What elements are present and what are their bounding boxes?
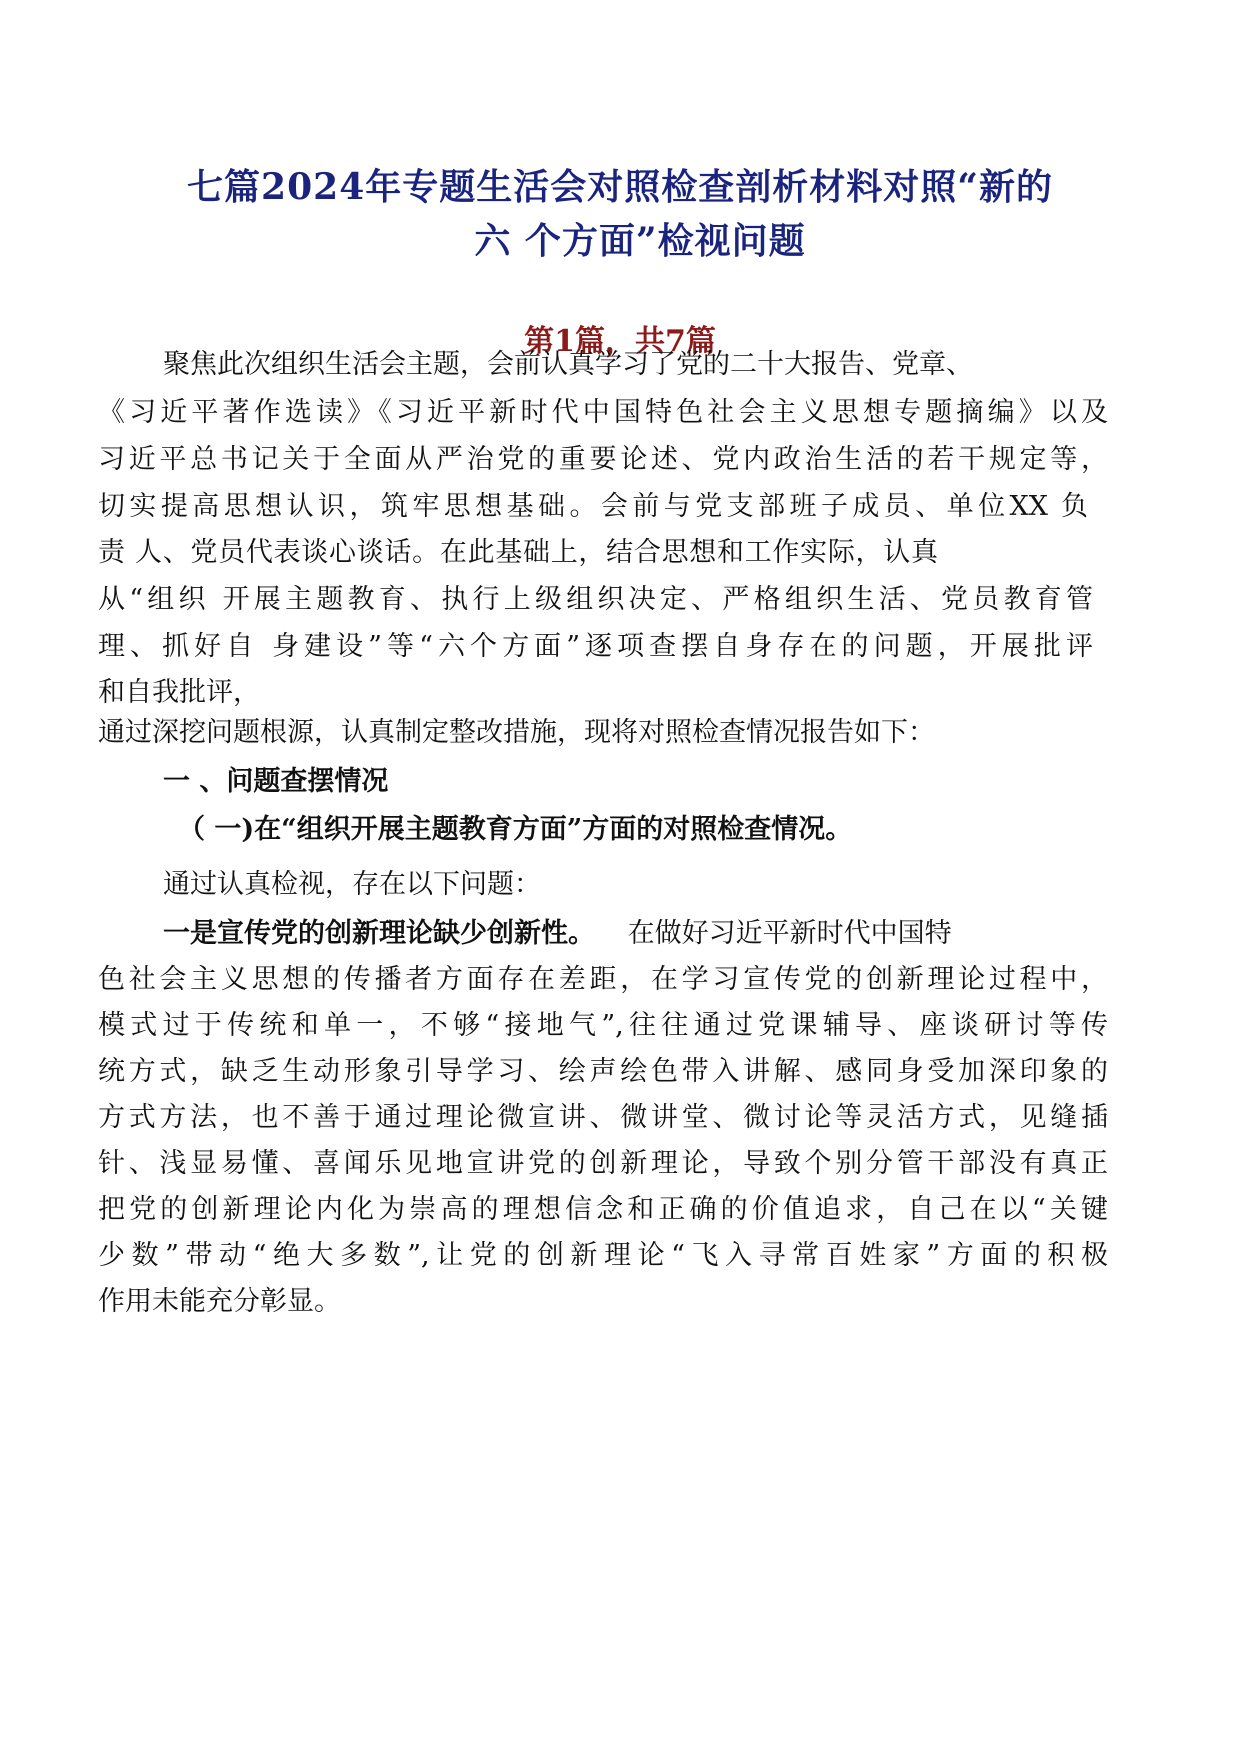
intro-line: 理、抓好自 身建设”等“六个方面”逐项查摆自身存在的问题，开展批评	[98, 631, 1093, 662]
point-1-line: 作用未能充分彰显。	[98, 1286, 341, 1317]
part-subtitle: 第1篇，共7篇	[524, 324, 716, 359]
point-1-lead: 一是宣传党的创新理论缺少创新性。	[163, 918, 595, 949]
intro-line: 切实提高思想认识，筑牢思想基础。会前与党支部班子成员、单位XX 负	[98, 491, 1088, 522]
intro-line: 习近平总书记关于全面从严治党的重要论述、党内政治生活的若干规定等，	[98, 444, 1108, 475]
intro-line: 从“组织 开展主题教育、执行上级组织决定、严格组织生活、党员教育管	[98, 584, 1093, 615]
intro-line: 《习近平著作选读》《习近平新时代中国特色社会主义思想专题摘编》以及	[98, 397, 1108, 428]
intro-line: 责 人、党员代表谈心谈话。在此基础上，结合思想和工作实际，认真	[98, 537, 938, 568]
point-1-line: 把党的创新理论内化为崇高的理想信念和正确的价值追求，自己在以“关键	[98, 1194, 1108, 1225]
point-1-line: 模式过于传统和单一，不够“接地气”,往往通过党课辅导、座谈研讨等传	[98, 1010, 1108, 1041]
document-title	[100, 160, 1140, 268]
title-line-2: 六 个方面”检视问题	[474, 220, 806, 262]
point-1-line: 统方式，缺乏生动形象引导学习、绘声绘色带入讲解、感同身受加深印象的	[98, 1056, 1108, 1087]
title-line-1: 七篇2024年专题生活会对照检查剖析材料对照“新的	[187, 166, 1053, 208]
point-1-text: 在做好习近平新时代中国特	[627, 918, 952, 949]
intro-line: 通过深挖问题根源，认真制定整改措施，现将对照检查情况报告如下：	[98, 717, 935, 748]
review-line: 通过认真检视，存在以下问题：	[163, 869, 541, 900]
point-1-line: 针、浅显易懂、喜闻乐见地宣讲党的创新理论，导致个别分管干部没有真正	[98, 1148, 1108, 1179]
point-1-line: 方式方法，也不善于通过理论微宣讲、微讲堂、微讨论等灵活方式，见缝插	[98, 1102, 1108, 1133]
intro-line: 和自我批评，	[98, 677, 260, 708]
point-1-first-line	[163, 914, 952, 954]
point-1-line: 色社会主义思想的传播者方面存在差距，在学习宣传党的创新理论过程中，	[98, 964, 1108, 995]
subsection-heading: （ 一)在“组织开展主题教育方面”方面的对照检查情况。	[178, 814, 853, 845]
point-1-line: 少数”带动“绝大多数”,让党的创新理论“飞入寻常百姓家”方面的积极	[98, 1240, 1108, 1271]
section-heading: 一 、问题查摆情况	[163, 766, 389, 797]
intro-line: 聚焦此次组织生活会主题，会前认真学习了党的二十大报告、党章、	[163, 349, 973, 380]
